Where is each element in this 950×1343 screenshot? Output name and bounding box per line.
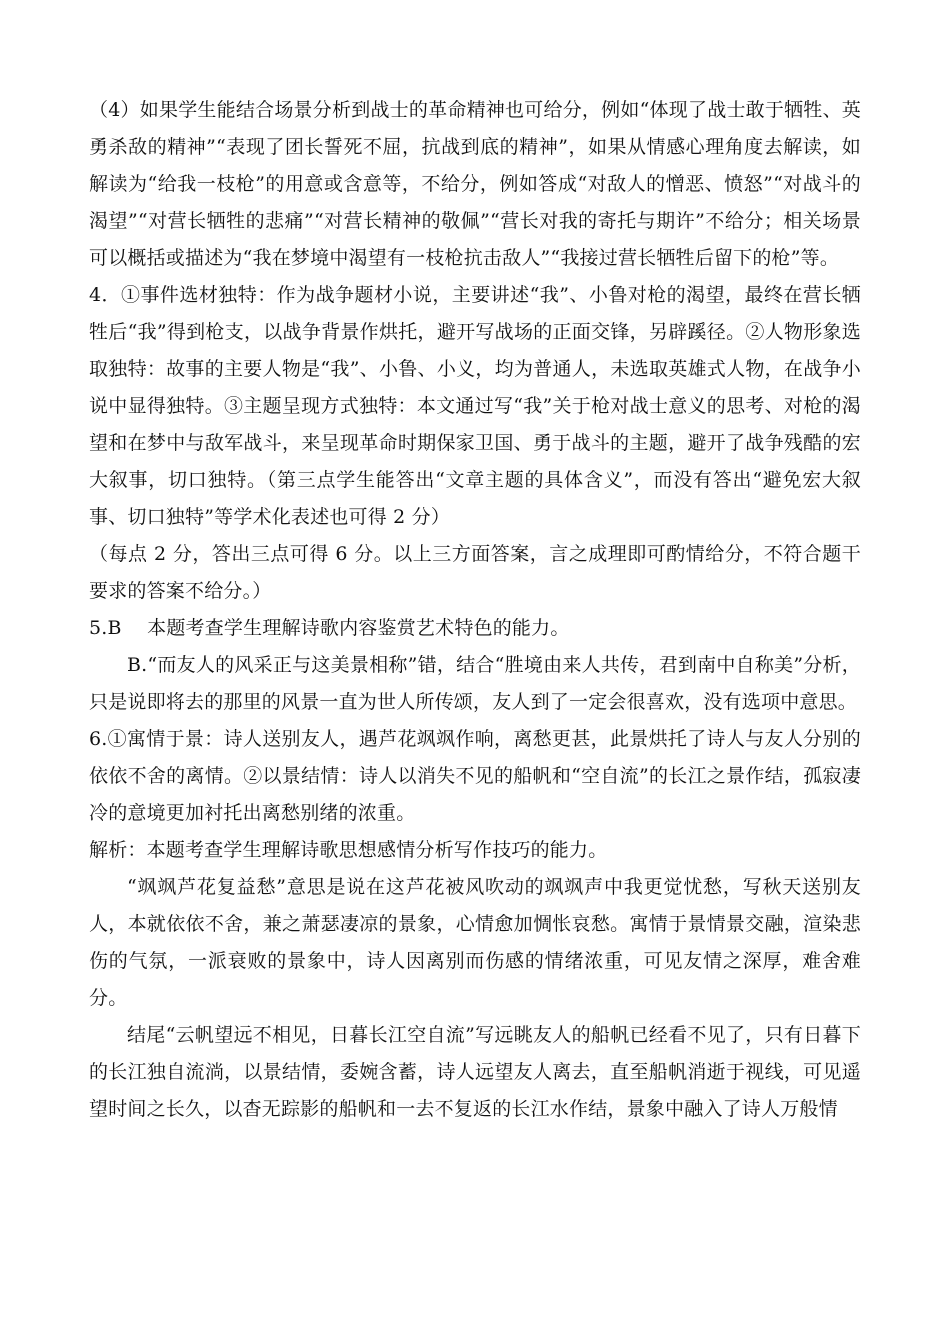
- paragraph-q4-answer: 4．①事件选材独特：作为战争题材小说，主要讲述“我”、小鲁对枪的渴望，最终在营长牺牲后“我”得到枪支，以战争背景作烘托，避开写战场的正面交锋，另辟蹊径。②人物形象选取独特：故事的主要人物是“我”、小鲁、小义，均为普通人，未选取英雄式人物，在战争小说中显得独特。③主题呈现方式独特：本文通过写“我”关于枪对战士意义的思考、对枪的渴望和在梦中与敌军战斗，来呈现革命时期保家卫国、勇于战斗的主题，避开了战争残酷的宏大叙事，切口独特。（第三点学生能答出“文章主题的具体含义”，而没有答出“避免宏大叙事、切口独特”等学术化表述也可得 2 分）: [89, 284, 861, 528]
- paragraph-q3-part4: （4）如果学生能结合场景分析到战士的革命精神也可给分，例如“体现了战士敢于牺牲、英勇杀敌的精神”“表现了团长誓死不屈，抗战到底的精神”，如果从情感心理角度去解读，如解读为“给我一枝枪”的用意或含意等，不给分，例如答成“对敌人的憎恶、愤怒”“对战斗的渴望”“对营长牺牲的悲痛”“对营长精神的敬佩”“营长对我的寄托与期许”不给分；相关场景可以概括或描述为“我在梦境中渴望有一枝枪抗击敌人”“我接过营长牺牲后留下的枪”等。: [89, 99, 861, 269]
- paragraph-q6-answer: 6.①寓情于景：诗人送别友人，遇芦花飒飒作响，离愁更甚，此景烘托了诗人与友人分别的依依不舍的离情。②以景结情：诗人以消失不见的船帆和“空自流”的长江之景作结，孤寂凄冷的意境更加衬托出离愁别绪的浓重。: [89, 728, 861, 824]
- paragraph-q4-scoring: （每点 2 分，答出三点可得 6 分。以上三方面答案，言之成理即可酌情给分，不符合题干要求的答案不给分。）: [89, 543, 861, 602]
- paragraph-q6-analysis-heading: 解析：本题考查学生理解诗歌思想感情分析写作技巧的能力。: [89, 839, 608, 861]
- paragraph-q5-answer: 5.B 本题考查学生理解诗歌内容鉴赏艺术特色的能力。: [89, 617, 570, 639]
- paragraph-q5-explanation: B.“而友人的风采正与这美景相称”错，结合“胜境由来人共传，君到南中自称美”分析，只是说即将去的那里的风景一直为世人所传颂，友人到了一定会很喜欢，没有选项中意思。: [89, 654, 861, 713]
- paragraph-q6-analysis-1: “飒飒芦花复益愁”意思是说在这芦花被风吹动的飒飒声中我更觉忧愁，写秋天送别友人，本就依依不舍，兼之萧瑟凄凉的景象，心情愈加惆怅哀愁。寓情于景情景交融，渲染悲伤的气氛，一派衰败的景象中，诗人因离别而伤感的情绪浓重，可见友情之深厚，难舍难分。: [89, 876, 861, 1009]
- answer-content: [89, 92, 861, 1128]
- paragraph-q6-analysis-2: 结尾“云帆望远不相见，日暮长江空自流”写远眺友人的船帆已经看不见了，只有日暮下的长江独自流淌，以景结情，委婉含蓄，诗人远望友人离去，直至船帆消逝于视线，可见遥望时间之长久，以杳无踪影的船帆和一去不复返的长江水作结，景象中融入了诗人万般情: [89, 1024, 861, 1120]
